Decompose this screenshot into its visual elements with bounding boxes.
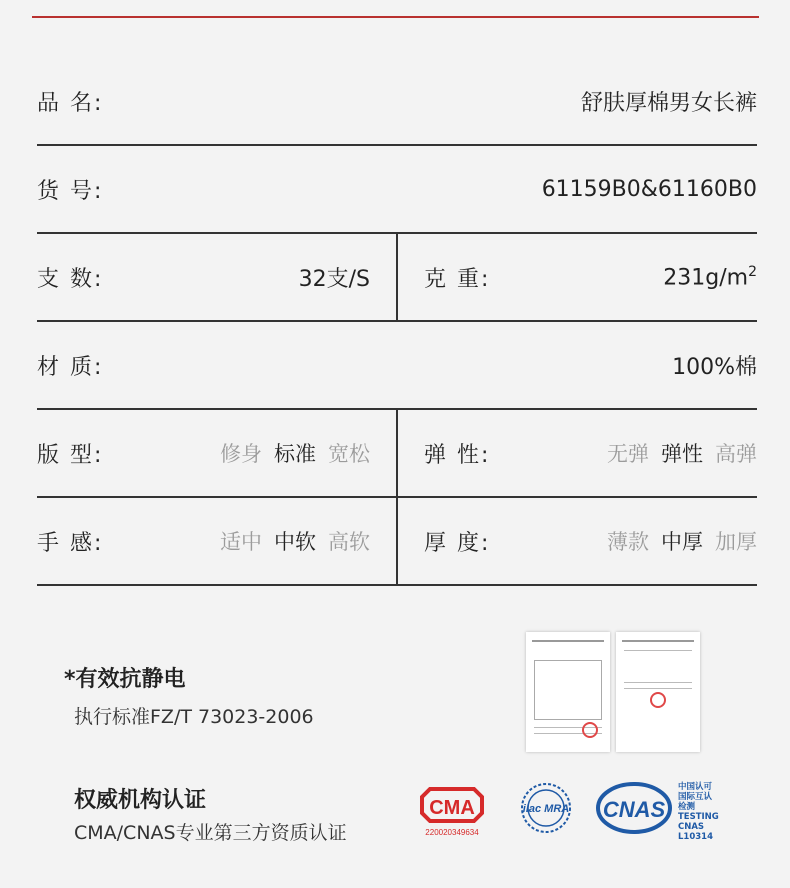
svg-text:ilac MRA: ilac MRA	[522, 803, 570, 815]
element	[624, 650, 692, 651]
fit-options	[208, 438, 370, 468]
antistatic-standard: 执行标准FZ/T 73023-2006	[74, 706, 314, 728]
ilac-mra-logo-icon	[512, 778, 580, 838]
thickness-label: 厚 度:	[424, 530, 491, 556]
cnas-emblem-icon	[596, 780, 674, 836]
element	[532, 640, 604, 642]
yarn-label: 支 数:	[37, 266, 104, 292]
weight-label: 克 重:	[424, 266, 491, 292]
cell-elasticity	[398, 410, 757, 496]
element: TESTING	[678, 812, 719, 822]
cell-feel	[37, 498, 398, 584]
feel-option-1: 适中	[220, 530, 262, 554]
svg-text:CNAS: CNAS	[602, 797, 666, 822]
stamp-icon	[650, 692, 666, 708]
stamp-icon	[582, 722, 598, 738]
fit-option-3: 宽松	[328, 442, 370, 466]
cma-logo-icon	[416, 785, 488, 837]
element: 国际互认	[678, 792, 713, 802]
certification-title: 权威机构认证	[74, 788, 207, 813]
certification-subtitle: CMA/CNAS专业第三方资质认证	[74, 822, 347, 844]
element: 中国认可	[678, 782, 713, 792]
sku-label: 货 号:	[37, 178, 104, 204]
name-label: 品 名:	[37, 90, 104, 116]
material-label: 材 质:	[37, 354, 104, 380]
element: CNAS L10314	[678, 822, 713, 842]
element	[622, 640, 694, 642]
fit-label: 版 型:	[37, 442, 104, 468]
thickness-options	[595, 526, 757, 556]
cell-name	[37, 58, 757, 144]
weight-sup: 2	[748, 263, 757, 280]
weight-number: 231g/m	[663, 265, 749, 291]
fit-option-2: 标准	[274, 442, 316, 466]
elasticity-option-2: 弹性	[661, 442, 703, 466]
row-material	[37, 322, 757, 410]
row-sku	[37, 146, 757, 234]
svg-text:CMA: CMA	[429, 797, 475, 819]
row-yarn-weight	[37, 234, 757, 322]
element: 检测	[678, 802, 696, 812]
feel-label: 手 感:	[37, 530, 104, 556]
thickness-option-1: 薄款	[607, 530, 649, 554]
elasticity-label: 弹 性:	[424, 442, 491, 468]
fit-option-1: 修身	[220, 442, 262, 466]
antistatic-title: *有效抗静电	[64, 667, 186, 692]
weight-value	[663, 264, 757, 290]
cell-sku	[37, 146, 757, 232]
elasticity-option-3: 高弹	[715, 442, 757, 466]
thickness-option-2: 中厚	[661, 530, 703, 554]
feel-option-2: 中软	[274, 530, 316, 554]
elasticity-option-1: 无弹	[607, 442, 649, 466]
yarn-value: 32支/S	[298, 266, 370, 292]
element	[624, 682, 692, 683]
cell-thickness	[398, 498, 757, 584]
sku-value: 61159B0&61160B0	[541, 176, 757, 202]
element	[624, 688, 692, 689]
feel-options	[208, 526, 370, 556]
spec-table	[37, 58, 757, 586]
elasticity-options	[595, 438, 757, 468]
cell-material	[37, 322, 757, 408]
feel-option-3: 高软	[328, 530, 370, 554]
cnas-text-block	[678, 782, 738, 842]
row-fit-elasticity	[37, 410, 757, 498]
cnas-logo	[596, 780, 738, 842]
row-name	[37, 58, 757, 146]
cell-fit	[37, 410, 398, 496]
top-divider	[32, 16, 759, 18]
cell-yarn	[37, 234, 398, 320]
thickness-option-3: 加厚	[715, 530, 757, 554]
test-report-image-2	[616, 632, 700, 752]
cma-number: 220020349634	[425, 828, 479, 837]
name-value: 舒肤厚棉男女长裤	[580, 90, 757, 116]
cell-weight	[398, 234, 757, 320]
element	[534, 660, 602, 720]
material-value: 100%棉	[672, 354, 757, 380]
row-feel-thickness	[37, 498, 757, 586]
test-report-image-1	[526, 632, 610, 752]
